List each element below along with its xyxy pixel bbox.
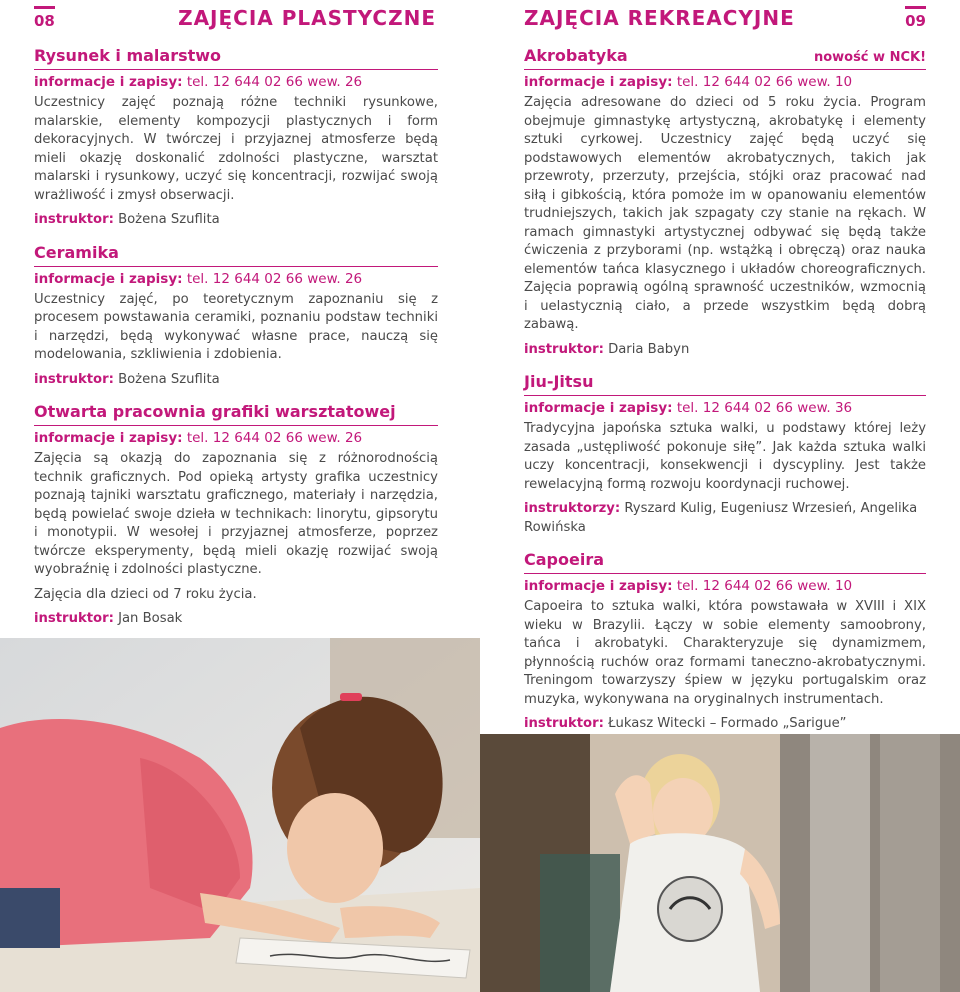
page-title: ZAJĘCIA PLASTYCZNE <box>178 6 436 30</box>
section-ceramika <box>34 243 438 390</box>
section-akrobatyka <box>524 46 926 359</box>
section-body: Uczestnicy zajęć, po teoretycznym zapoznaniu się z procesem powstawania ceramiki, poznaniu podstaw techniki i narzędzi, będą wykonywać własne prace, nauczą się modelowania, szkliwienia i zdobienia. <box>34 291 438 362</box>
instructor-line: instruktor: Jan Bosak <box>34 611 183 626</box>
section-rysunek <box>34 46 438 230</box>
section-title: Rysunek i malarstwo <box>34 46 438 70</box>
right-column <box>524 46 926 747</box>
info-line: informacje i zapisy: tel. 12 644 02 66 wew. 26 <box>34 270 363 287</box>
new-badge: nowość w NCK! <box>813 50 926 65</box>
info-line: informacje i zapisy: tel. 12 644 02 66 wew. 26 <box>34 74 363 90</box>
photo-girl-drawing <box>0 638 480 992</box>
section-title: Otwarta pracownia grafiki warsztatowej <box>34 402 438 426</box>
section-body: Zajęcia adresowane do dzieci od 5 roku życia. Program obejmuje gimnastykę artystyczną, akrobatykę i elementy sztuki cyrkowej. Uczestnicy zajęć będą uczyć się podstawowych elementów akrobatycznych, takich jak przewroty, przerzuty, przejścia, stójki oraz pracować nad siłą i gibkością, która pomoże im w opanowaniu elementów trudniejszych, takich jak szpagaty czy stanie na rękach. W ramach gimnastyki artystycznej odbywać się będą także ćwiczenia z przyborami (np. wstążką i obręczą) oraz nauka elementów tańca klasycznego i układów choreograficznych. Zajęcia poprawią ogólną sprawność uczestników, wzmocnią i uelastycznią ciało, a przede wszystkim będą dobrą zabawą. <box>524 95 926 332</box>
section-body: Uczestnicy zajęć poznają różne techniki rysunkowe, malarskie, elementy kompozycji plastycznych i form dekoracyjnych. W twórczej i przyjaznej atmosferze będą mieli okazję doskonalić zdolności plastyczne, warsztat malarski i rysunkowy, uczyć się koncentracji, rozwijać swoją wrażliwość i zmysł obserwacji. <box>34 95 438 203</box>
page-title: ZAJĘCIA REKREACYJNE <box>524 6 795 30</box>
section-title: Jiu-Jitsu <box>524 372 926 396</box>
section-title: Ceramika <box>34 243 438 267</box>
info-line: informacje i zapisy: tel. 12 644 02 66 wew. 10 <box>524 578 853 594</box>
left-column <box>34 46 438 642</box>
instructor-line: instruktor: Bożena Szuflita <box>34 371 220 387</box>
info-line: informacje i zapisy: tel. 12 644 02 66 wew. 10 <box>524 74 853 90</box>
page-number: 09 <box>905 6 926 30</box>
section-body: Zajęcia są okazją do zapoznania się z różnorodnością technik graficznych. Pod opieką artysty grafika uczestnicy poznają tajniki warsztatu graficznego, materiały i narzędzia, będą powielać swoje dzieła w technikach: linorytu, gipsorytu i monotypii. W wesołej i przyjaznej atmosferze, poprzez twórcze eksperymenty, będą mieli okazję rozwijać swoją wyobraźnię i zdolności plastyczne. <box>34 451 438 577</box>
photo-child-capoeira-illustration <box>480 734 960 992</box>
instructor-line: instruktor: Daria Babyn <box>524 341 690 357</box>
section-jiu-jitsu <box>524 372 926 537</box>
page-number: 08 <box>34 6 55 30</box>
section-grafika <box>34 402 438 629</box>
info-line: informacje i zapisy: tel. 12 644 02 66 wew. 26 <box>34 430 363 446</box>
photo-girl-drawing-illustration <box>0 638 480 992</box>
section-body: Tradycyjna japońska sztuka walki, u podstawy której leży zasada „ustępliwość pokonuje siłę”. Jak każda sztuka walki uczy koncentracji, konsekwencji i dyscypliny. Jest także rewelacyjną formą rozwoju koordynacji ruchowej. <box>524 421 926 492</box>
info-line: informacje i zapisy: tel. 12 644 02 66 wew. 36 <box>524 400 853 416</box>
instructor-line: instruktorzy: Ryszard Kulig, Eugeniusz Wrzesień, Angelika Rowińska <box>524 501 918 535</box>
section-body: Capoeira to sztuka walki, która powstawała w XVIII i XIX wieku w Brazylii. Łączy w sobie elementy samoobrony, tańca i akrobatyki. Charakteryzuje się dynamizmem, płynnością ruchów oraz formami taneczno-akrobatycznymi. Treningom towarzyszy śpiew w języku portugalskim oraz muzyka, wykonywana na oryginalnych instrumentach. <box>524 599 926 707</box>
instructor-line: instruktor: Łukasz Witecki – Formado „Sarigue” <box>524 716 847 731</box>
instructor-line: instruktor: Bożena Szuflita <box>34 212 220 227</box>
photo-child-capoeira <box>480 734 960 992</box>
section-body-note: Zajęcia dla dzieci od 7 roku życia. <box>34 586 257 602</box>
section-capoeira <box>524 550 926 734</box>
section-title: Capoeira <box>524 550 926 574</box>
section-title: Akrobatyka nowość w NCK! <box>524 46 926 70</box>
